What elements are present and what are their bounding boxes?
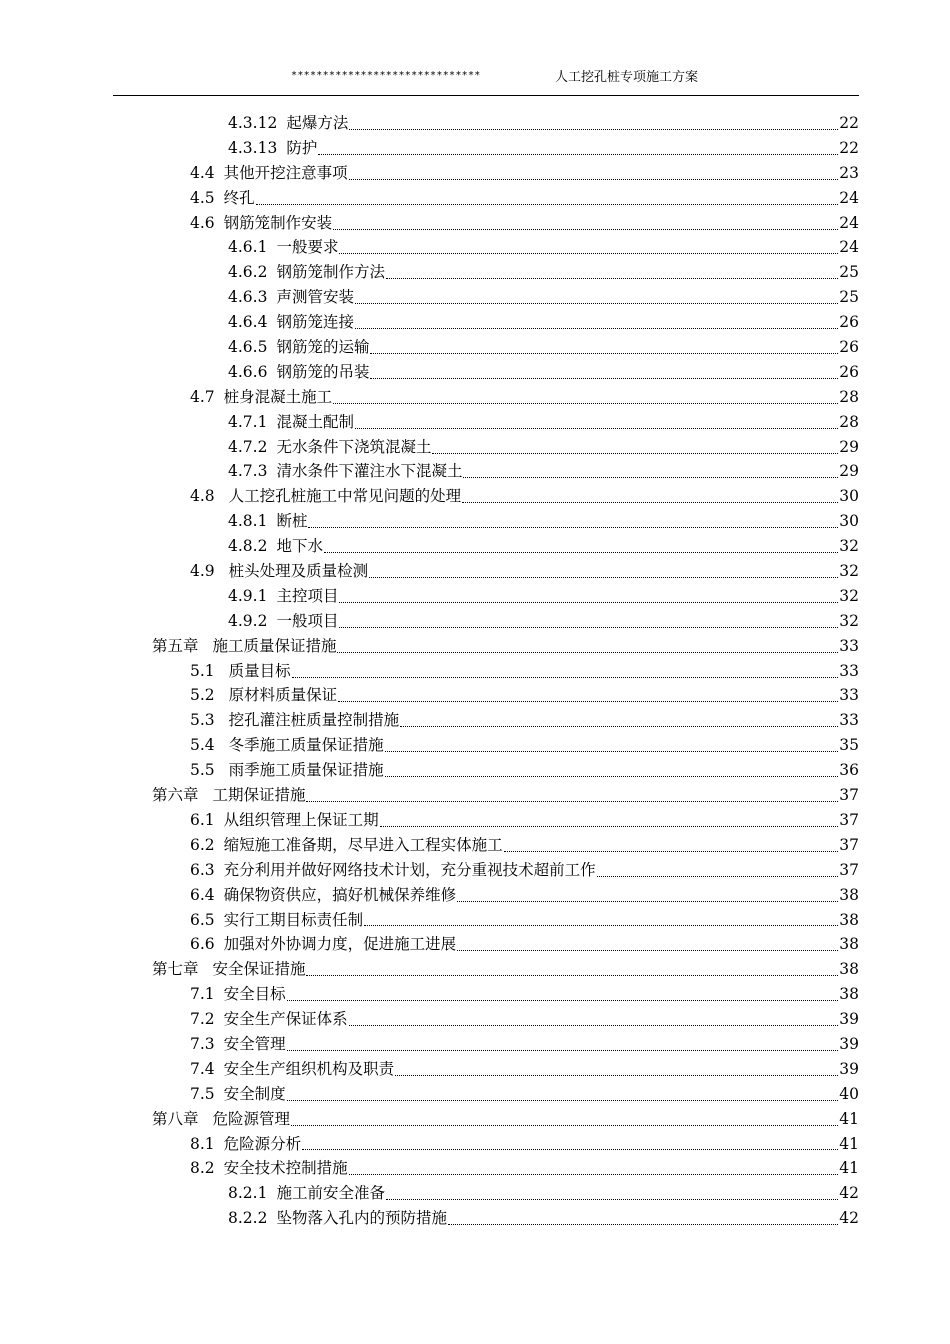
toc-entry-number: 8.1 <box>190 1134 215 1153</box>
toc-dot-leader <box>339 253 838 254</box>
header-stars: ****************************** <box>291 70 481 81</box>
toc-entry-page: 37 <box>839 786 859 805</box>
toc-entry-number: 4.9 <box>190 562 215 581</box>
toc-entry-number: 6.3 <box>190 860 215 879</box>
toc-entry[interactable] <box>0 908 950 933</box>
toc-entry-number: 4.6.4 <box>228 313 268 332</box>
toc-entry-title: 一般项目 <box>276 611 339 630</box>
toc-entry[interactable] <box>0 260 950 285</box>
toc-entry-label <box>190 683 337 708</box>
toc-entry-page: 37 <box>839 860 859 879</box>
toc-entry-title: 实行工期目标责任制 <box>223 910 364 929</box>
toc-entry-title: 安全管理 <box>223 1034 286 1053</box>
toc-entry-number: 6.5 <box>190 910 215 929</box>
toc-entry-title: 混凝土配制 <box>276 412 354 431</box>
toc-entry-title: 安全保证措施 <box>207 960 306 979</box>
toc-entry[interactable] <box>0 957 950 982</box>
toc-entry[interactable] <box>0 1082 950 1107</box>
toc-entry-number: 4.4 <box>190 163 215 182</box>
toc-entry[interactable] <box>0 1107 950 1132</box>
toc-entry-number: 第五章 <box>152 636 199 655</box>
toc-entry-title: 加强对外协调力度，促进施工进展 <box>223 935 457 954</box>
toc-dot-leader <box>349 1174 839 1175</box>
toc-entry[interactable] <box>0 758 950 783</box>
toc-entry-number: 7.5 <box>190 1084 215 1103</box>
table-of-contents <box>0 111 950 1231</box>
toc-entry[interactable] <box>0 310 950 335</box>
toc-entry-number: 4.6.3 <box>228 288 268 307</box>
toc-entry-page: 32 <box>839 611 859 630</box>
toc-entry-page: 38 <box>839 885 859 904</box>
toc-entry[interactable] <box>0 858 950 883</box>
toc-entry-page: 41 <box>839 1109 859 1128</box>
toc-entry-number: 4.7.3 <box>228 462 268 481</box>
toc-entry-label <box>228 285 354 310</box>
toc-entry-page: 33 <box>839 636 859 655</box>
toc-entry-page: 22 <box>839 114 859 132</box>
toc-entry[interactable] <box>0 385 950 410</box>
toc-entry-title: 施工质量保证措施 <box>207 636 337 655</box>
toc-entry-label <box>190 659 291 684</box>
toc-entry-page: 38 <box>839 910 859 929</box>
toc-entry-title: 终孔 <box>223 188 255 207</box>
toc-entry-title: 地下水 <box>276 537 323 556</box>
toc-dot-leader <box>256 204 839 205</box>
toc-entry-number: 4.7.2 <box>228 437 268 456</box>
toc-entry-label <box>190 982 286 1007</box>
toc-dot-leader <box>339 627 838 628</box>
toc-entry-title: 原材料质量保证 <box>223 686 338 705</box>
toc-entry[interactable] <box>0 410 950 435</box>
toc-entry-title: 缩短施工准备期，尽早进入工程实体施工 <box>223 835 503 854</box>
toc-entry-label <box>152 957 305 982</box>
toc-entry-number: 7.3 <box>190 1034 215 1053</box>
toc-entry[interactable] <box>0 708 950 733</box>
toc-entry-label <box>190 808 379 833</box>
toc-entry[interactable] <box>0 833 950 858</box>
toc-entry-page: 29 <box>839 437 859 456</box>
toc-dot-leader <box>287 1100 839 1101</box>
toc-entry-number: 4.7.1 <box>228 412 268 431</box>
toc-entry-label <box>228 1181 385 1206</box>
toc-entry-label <box>228 335 369 360</box>
toc-entry-page: 38 <box>839 960 859 979</box>
toc-entry-label <box>190 733 384 758</box>
toc-entry-page: 39 <box>839 1010 859 1029</box>
toc-entry[interactable] <box>0 360 950 385</box>
toc-entry[interactable] <box>0 1057 950 1082</box>
toc-dot-leader <box>386 278 838 279</box>
toc-entry-page: 29 <box>839 462 859 481</box>
toc-entry[interactable] <box>0 584 950 609</box>
toc-entry-number: 5.2 <box>190 686 215 705</box>
toc-dot-leader <box>333 403 838 404</box>
toc-entry-title: 其他开挖注意事项 <box>223 163 348 182</box>
toc-entry[interactable] <box>0 1132 950 1157</box>
toc-entry-page: 32 <box>839 586 859 605</box>
toc-entry-title: 确保物资供应，搞好机械保养维修 <box>223 885 457 904</box>
toc-entry-label <box>190 1132 301 1157</box>
toc-dot-leader <box>349 1025 839 1026</box>
toc-entry-label <box>190 708 399 733</box>
toc-entry-label <box>190 908 363 933</box>
toc-entry-page: 28 <box>839 387 859 406</box>
toc-entry-page: 39 <box>839 1034 859 1053</box>
toc-dot-leader <box>355 303 838 304</box>
toc-dot-leader <box>287 1050 839 1051</box>
toc-entry-label <box>190 161 348 186</box>
toc-entry-page: 33 <box>839 711 859 730</box>
toc-entry-title: 施工前安全准备 <box>276 1184 385 1203</box>
toc-dot-leader <box>448 1224 838 1225</box>
toc-dot-leader <box>395 1075 838 1076</box>
toc-dot-leader <box>370 353 838 354</box>
toc-dot-leader <box>370 378 838 379</box>
toc-entry[interactable] <box>0 883 950 908</box>
toc-entry-title: 危险源分析 <box>223 1134 302 1153</box>
toc-entry-number: 5.4 <box>190 736 215 755</box>
toc-entry-page: 22 <box>839 138 859 157</box>
toc-entry-page: 23 <box>839 163 859 182</box>
toc-dot-leader <box>385 751 839 752</box>
toc-entry-number: 5.3 <box>190 711 215 730</box>
toc-entry-number: 4.5 <box>190 188 215 207</box>
toc-entry-label <box>190 1082 286 1107</box>
toc-dot-leader <box>369 577 838 578</box>
toc-dot-leader <box>462 502 838 503</box>
toc-entry-number: 4.3.13 <box>228 138 278 157</box>
toc-dot-leader <box>457 901 838 902</box>
toc-entry-title: 桩身混凝土施工 <box>223 387 333 406</box>
toc-entry-number: 8.2.1 <box>228 1184 268 1203</box>
toc-entry-title: 安全生产保证体系 <box>223 1010 348 1029</box>
toc-entry-title: 质量目标 <box>223 661 291 680</box>
toc-entry-page: 37 <box>839 810 859 829</box>
toc-entry-page: 32 <box>839 562 859 581</box>
toc-entry-page: 28 <box>839 412 859 431</box>
toc-entry-title: 安全技术控制措施 <box>223 1159 348 1178</box>
toc-entry-number: 4.9.1 <box>228 586 268 605</box>
toc-entry-label <box>190 883 456 908</box>
toc-entry-title: 无水条件下浇筑混凝土 <box>276 437 432 456</box>
toc-dot-leader <box>457 950 838 951</box>
toc-entry-number: 6.2 <box>190 835 215 854</box>
toc-entry-number: 4.6 <box>190 213 215 232</box>
toc-entry-title: 冬季施工质量保证措施 <box>223 736 384 755</box>
toc-entry-label <box>228 360 369 385</box>
header-rule <box>113 95 859 96</box>
toc-entry-title: 人工挖孔桩施工中常见问题的处理 <box>223 487 462 506</box>
toc-entry-number: 7.4 <box>190 1059 215 1078</box>
toc-entry-number: 7.2 <box>190 1010 215 1029</box>
toc-dot-leader <box>318 154 838 155</box>
toc-entry-label <box>228 310 354 335</box>
toc-entry-number: 4.8 <box>190 487 215 506</box>
toc-entry-title: 充分利用并做好网络技术计划，充分重视技术超前工作 <box>223 860 596 879</box>
toc-entry[interactable] <box>0 211 950 236</box>
toc-entry-page: 42 <box>839 1184 859 1203</box>
toc-entry-title: 桩头处理及质量检测 <box>223 562 369 581</box>
toc-entry-label <box>228 509 307 534</box>
toc-entry-page: 26 <box>839 362 859 381</box>
toc-entry-label <box>152 634 336 659</box>
toc-entry-label <box>190 1156 348 1181</box>
toc-entry-label <box>228 609 338 634</box>
toc-entry-label <box>190 833 503 858</box>
toc-entry-title: 安全目标 <box>223 985 286 1004</box>
toc-dot-leader <box>349 179 839 180</box>
toc-dot-leader <box>338 701 838 702</box>
toc-entry[interactable] <box>0 509 950 534</box>
toc-entry[interactable] <box>0 534 950 559</box>
toc-dot-leader <box>306 801 838 802</box>
toc-dot-leader <box>355 428 838 429</box>
toc-entry-page: 41 <box>839 1134 859 1153</box>
toc-entry[interactable] <box>0 559 950 584</box>
toc-entry-label <box>228 584 338 609</box>
toc-entry-page: 41 <box>839 1159 859 1178</box>
toc-entry-title: 钢筋笼制作安装 <box>223 213 333 232</box>
toc-entry-page: 24 <box>839 213 859 232</box>
toc-dot-leader <box>302 1149 838 1150</box>
toc-entry-title: 安全生产组织机构及职责 <box>223 1059 395 1078</box>
toc-entry-title: 断桩 <box>276 512 308 531</box>
toc-entry-page: 33 <box>839 686 859 705</box>
toc-entry-title: 雨季施工质量保证措施 <box>223 761 384 780</box>
toc-entry-number: 5.1 <box>190 661 215 680</box>
toc-entry-title: 声测管安装 <box>276 288 354 307</box>
toc-dot-leader <box>306 975 838 976</box>
toc-entry-number: 8.2 <box>190 1159 215 1178</box>
toc-entry-page: 35 <box>839 736 859 755</box>
header-title: 人工挖孔桩专项施工方案 <box>555 70 699 85</box>
toc-entry-page: 25 <box>839 263 859 282</box>
toc-dot-leader <box>337 652 838 653</box>
toc-entry-number: 第六章 <box>152 786 199 805</box>
toc-dot-leader <box>292 677 839 678</box>
toc-entry-number: 8.2.2 <box>228 1209 268 1228</box>
toc-dot-leader <box>364 925 838 926</box>
toc-entry-page: 24 <box>839 238 859 257</box>
toc-entry[interactable] <box>0 111 950 136</box>
toc-entry-title: 钢筋笼制作方法 <box>276 263 385 282</box>
toc-entry-number: 4.6.6 <box>228 362 268 381</box>
toc-entry-label <box>228 260 385 285</box>
page-header <box>113 66 859 90</box>
toc-entry-number: 4.8.2 <box>228 537 268 556</box>
toc-entry-label <box>228 435 431 460</box>
toc-entry-label <box>228 459 462 484</box>
toc-entry-title: 清水条件下灌注水下混凝土 <box>276 462 463 481</box>
toc-entry[interactable] <box>0 982 950 1007</box>
toc-entry[interactable] <box>0 235 950 260</box>
toc-entry-label <box>190 385 332 410</box>
toc-entry-number: 7.1 <box>190 985 215 1004</box>
toc-dot-leader <box>380 826 839 827</box>
toc-entry-label <box>228 136 317 161</box>
toc-entry[interactable] <box>0 1156 950 1181</box>
toc-entry-page: 36 <box>839 761 859 780</box>
toc-entry-title: 钢筋笼的运输 <box>276 338 370 357</box>
toc-entry-label <box>228 111 348 136</box>
toc-entry-page: 37 <box>839 835 859 854</box>
toc-entry-label <box>228 410 354 435</box>
toc-entry[interactable] <box>0 1007 950 1032</box>
toc-entry-label <box>190 559 368 584</box>
toc-entry-page: 30 <box>839 487 859 506</box>
toc-entry-number: 4.9.2 <box>228 611 268 630</box>
toc-entry-page: 30 <box>839 512 859 531</box>
toc-entry[interactable] <box>0 733 950 758</box>
toc-entry-number: 第七章 <box>152 960 199 979</box>
toc-entry-label <box>190 1057 394 1082</box>
toc-entry[interactable] <box>0 186 950 211</box>
toc-entry-page: 38 <box>839 985 859 1004</box>
toc-entry-title: 钢筋笼的吊装 <box>276 362 370 381</box>
toc-entry[interactable] <box>0 932 950 957</box>
toc-entry-title: 钢筋笼连接 <box>276 313 354 332</box>
toc-entry[interactable] <box>0 683 950 708</box>
toc-entry-title: 坠物落入孔内的预防措施 <box>276 1209 447 1228</box>
toc-entry-label <box>190 858 596 883</box>
toc-entry-page: 26 <box>839 338 859 357</box>
toc-entry-title: 安全制度 <box>223 1084 286 1103</box>
toc-entry-title: 一般要求 <box>276 238 339 257</box>
toc-entry-number: 6.4 <box>190 885 215 904</box>
toc-entry-label <box>228 235 338 260</box>
toc-entry[interactable] <box>0 435 950 460</box>
toc-entry-page: 32 <box>839 537 859 556</box>
toc-entry[interactable] <box>0 335 950 360</box>
toc-entry-number: 4.6.5 <box>228 338 268 357</box>
toc-dot-leader <box>287 1000 839 1001</box>
toc-dot-leader <box>324 552 838 553</box>
toc-entry-label <box>152 783 305 808</box>
toc-entry[interactable] <box>0 136 950 161</box>
toc-entry-title: 起爆方法 <box>286 114 349 132</box>
toc-dot-leader <box>504 851 839 852</box>
toc-entry-label <box>228 1206 447 1231</box>
toc-entry-number: 6.6 <box>190 935 215 954</box>
toc-dot-leader <box>355 328 838 329</box>
toc-entry-label <box>190 932 456 957</box>
toc-entry-number: 4.6.2 <box>228 263 268 282</box>
toc-entry[interactable] <box>0 459 950 484</box>
toc-entry-title: 挖孔灌注桩质量控制措施 <box>223 711 400 730</box>
toc-entry[interactable] <box>0 1181 950 1206</box>
toc-entry-number: 4.7 <box>190 387 215 406</box>
toc-entry-title: 工期保证措施 <box>207 786 306 805</box>
toc-entry-page: 39 <box>839 1059 859 1078</box>
toc-entry-page: 42 <box>839 1209 859 1228</box>
toc-dot-leader <box>385 776 839 777</box>
toc-dot-leader <box>432 453 838 454</box>
toc-entry-label <box>228 534 323 559</box>
toc-entry-label <box>190 1032 286 1057</box>
toc-entry[interactable] <box>0 659 950 684</box>
toc-entry-title: 主控项目 <box>276 586 339 605</box>
toc-entry-label <box>190 484 461 509</box>
toc-entry-number: 4.8.1 <box>228 512 268 531</box>
toc-entry-number: 4.6.1 <box>228 238 268 257</box>
toc-dot-leader <box>463 477 838 478</box>
toc-entry[interactable] <box>0 609 950 634</box>
toc-entry-title: 危险源管理 <box>207 1109 290 1128</box>
toc-dot-leader <box>597 876 839 877</box>
toc-entry-title: 从组织管理上保证工期 <box>223 810 379 829</box>
toc-entry[interactable] <box>0 1206 950 1231</box>
toc-entry-page: 33 <box>839 661 859 680</box>
toc-entry-label <box>190 1007 348 1032</box>
toc-dot-leader <box>291 1125 838 1126</box>
toc-entry-page: 24 <box>839 188 859 207</box>
toc-entry-number: 第八章 <box>152 1109 199 1128</box>
toc-entry[interactable] <box>0 634 950 659</box>
toc-entry-number: 6.1 <box>190 810 215 829</box>
toc-entry[interactable] <box>0 808 950 833</box>
toc-entry-page: 26 <box>839 313 859 332</box>
toc-dot-leader <box>349 129 838 130</box>
toc-dot-leader <box>339 602 838 603</box>
toc-entry-label <box>190 758 384 783</box>
toc-dot-leader <box>308 527 838 528</box>
toc-entry-label <box>190 211 332 236</box>
toc-entry-number: 5.5 <box>190 761 215 780</box>
toc-entry[interactable] <box>0 484 950 509</box>
toc-entry-label <box>152 1107 290 1132</box>
toc-entry[interactable] <box>0 783 950 808</box>
toc-entry-number: 4.3.12 <box>228 114 278 132</box>
toc-entry-title: 防护 <box>286 138 318 157</box>
toc-entry[interactable] <box>0 161 950 186</box>
toc-dot-leader <box>400 726 838 727</box>
toc-dot-leader <box>333 229 838 230</box>
toc-entry[interactable] <box>0 285 950 310</box>
toc-dot-leader <box>386 1199 838 1200</box>
toc-entry-page: 25 <box>839 288 859 307</box>
toc-entry-label <box>190 186 255 211</box>
toc-entry-page: 40 <box>839 1084 859 1103</box>
toc-entry[interactable] <box>0 1032 950 1057</box>
toc-entry-page: 38 <box>839 935 859 954</box>
